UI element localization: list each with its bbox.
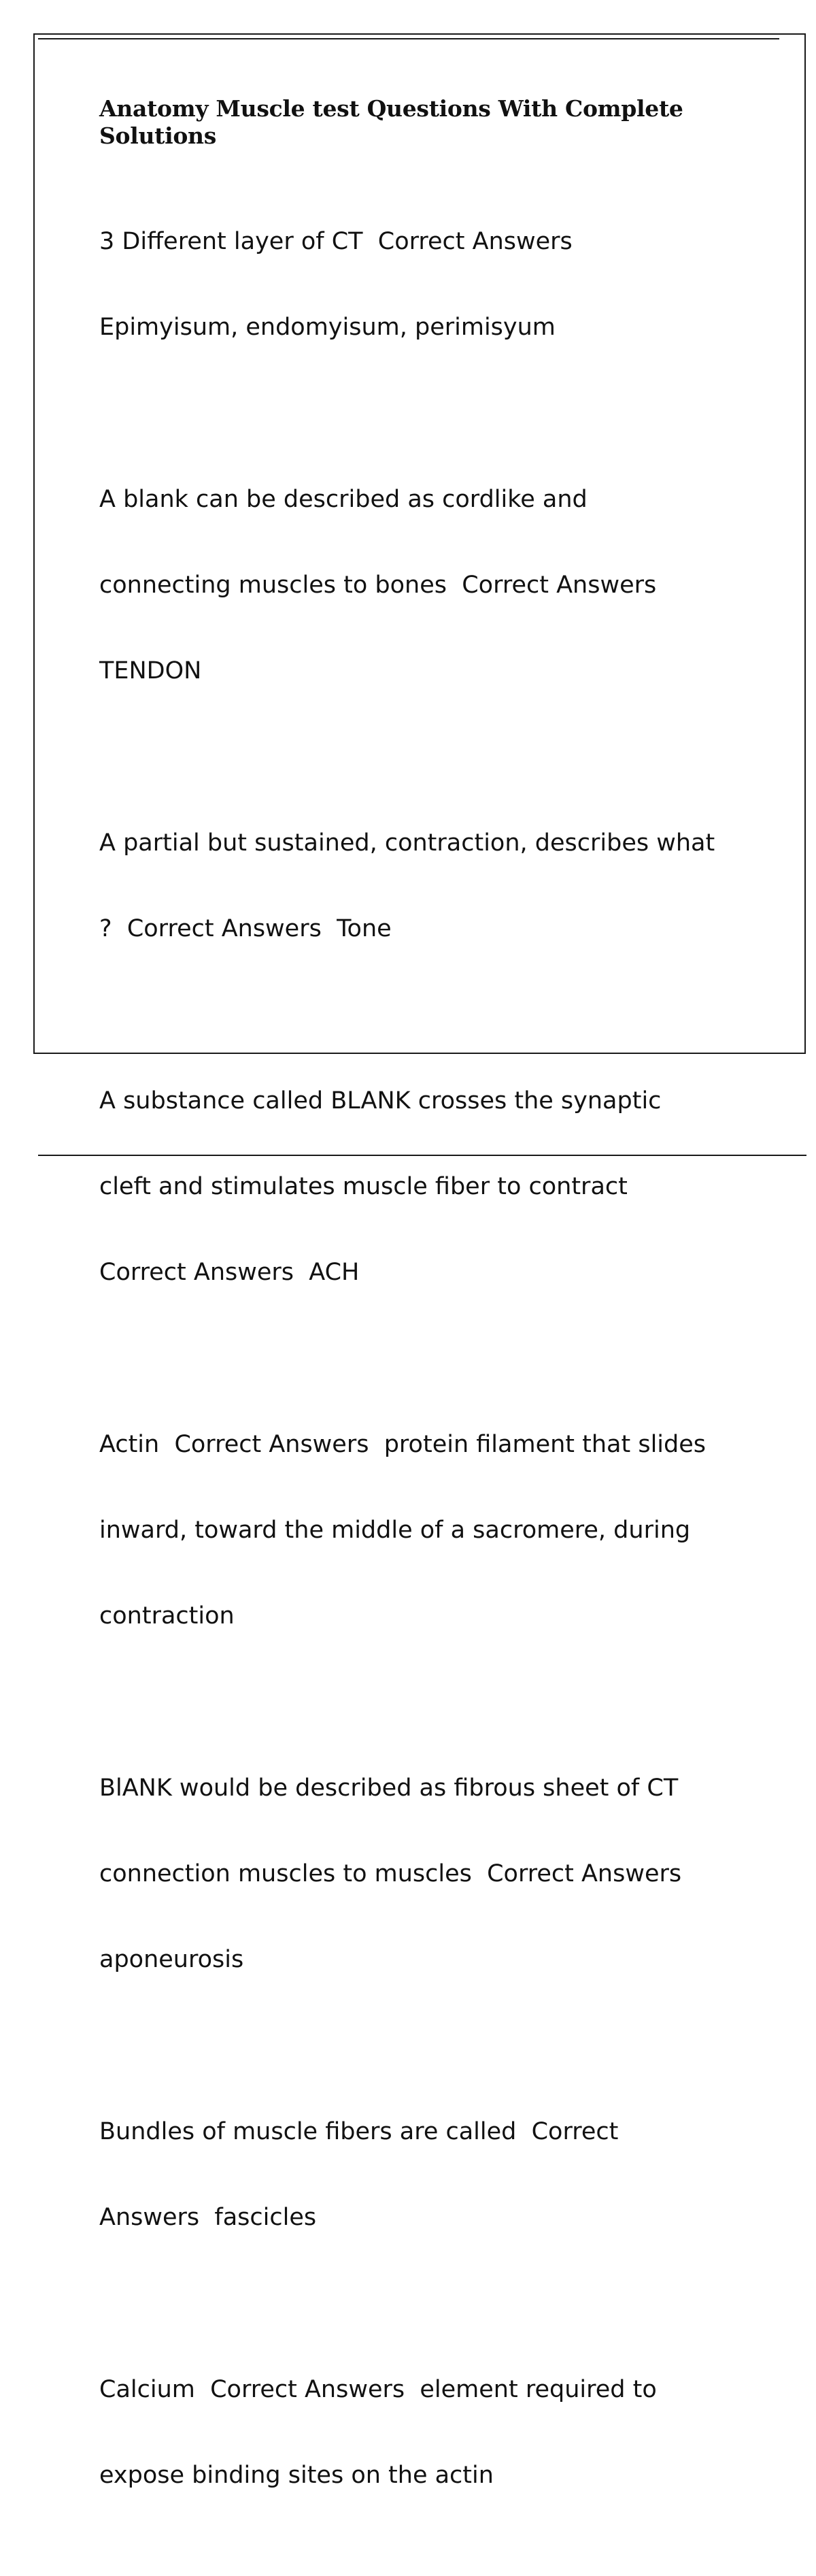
qa-line: A partial but sustained, contraction, describes what	[99, 829, 715, 857]
qa-item	[99, 1717, 752, 2031]
qa-line: TENDON	[99, 657, 202, 684]
qa-line: contraction	[99, 1602, 235, 1630]
qa-line: connection muscles to muscles Correct Answers	[99, 1860, 682, 1887]
qa-line: aponeurosis	[99, 1946, 244, 1973]
qa-line: connecting muscles to bones Correct Answers	[99, 572, 657, 599]
qa-line: BlANK would be described as fibrous sheet of CT	[99, 1774, 679, 1802]
document-title: Anatomy Muscle test Questions With Complete Solutions	[99, 95, 683, 149]
qa-line: Epimyisum, endomyisum, perimisyum	[99, 314, 556, 341]
qa-item	[99, 2060, 752, 2289]
qa-line: ? Correct Answers Tone	[99, 915, 392, 942]
qa-line: A blank can be described as cordlike and	[99, 486, 588, 513]
qa-line: A substance called BLANK crosses the synaptic	[99, 1087, 662, 1114]
qa-item	[99, 772, 752, 1000]
qa-item	[99, 428, 752, 742]
qa-item	[99, 170, 752, 399]
qa-line: Bundles of muscle fibers are called Correct	[99, 2118, 619, 2145]
qa-line: Actin Correct Answers protein filament that slides	[99, 1431, 707, 1458]
qa-line: Answers fascicles	[99, 2204, 317, 2231]
qa-line: cleft and stimulates muscle fiber to contract	[99, 1173, 628, 1200]
qa-item	[99, 1029, 752, 1344]
qa-item	[99, 1373, 752, 1687]
top-rule	[38, 38, 779, 39]
document-content	[99, 95, 752, 2576]
qa-line: Correct Answers ACH	[99, 1259, 360, 1286]
qa-line: expose binding sites on the actin	[99, 2462, 494, 2489]
qa-line: Calcium Correct Answers element required to	[99, 2376, 657, 2403]
qa-line: inward, toward the middle of a sacromere, during	[99, 1517, 691, 1544]
qa-item	[99, 2318, 752, 2547]
qa-line: 3 Different layer of CT Correct Answers	[99, 228, 573, 255]
